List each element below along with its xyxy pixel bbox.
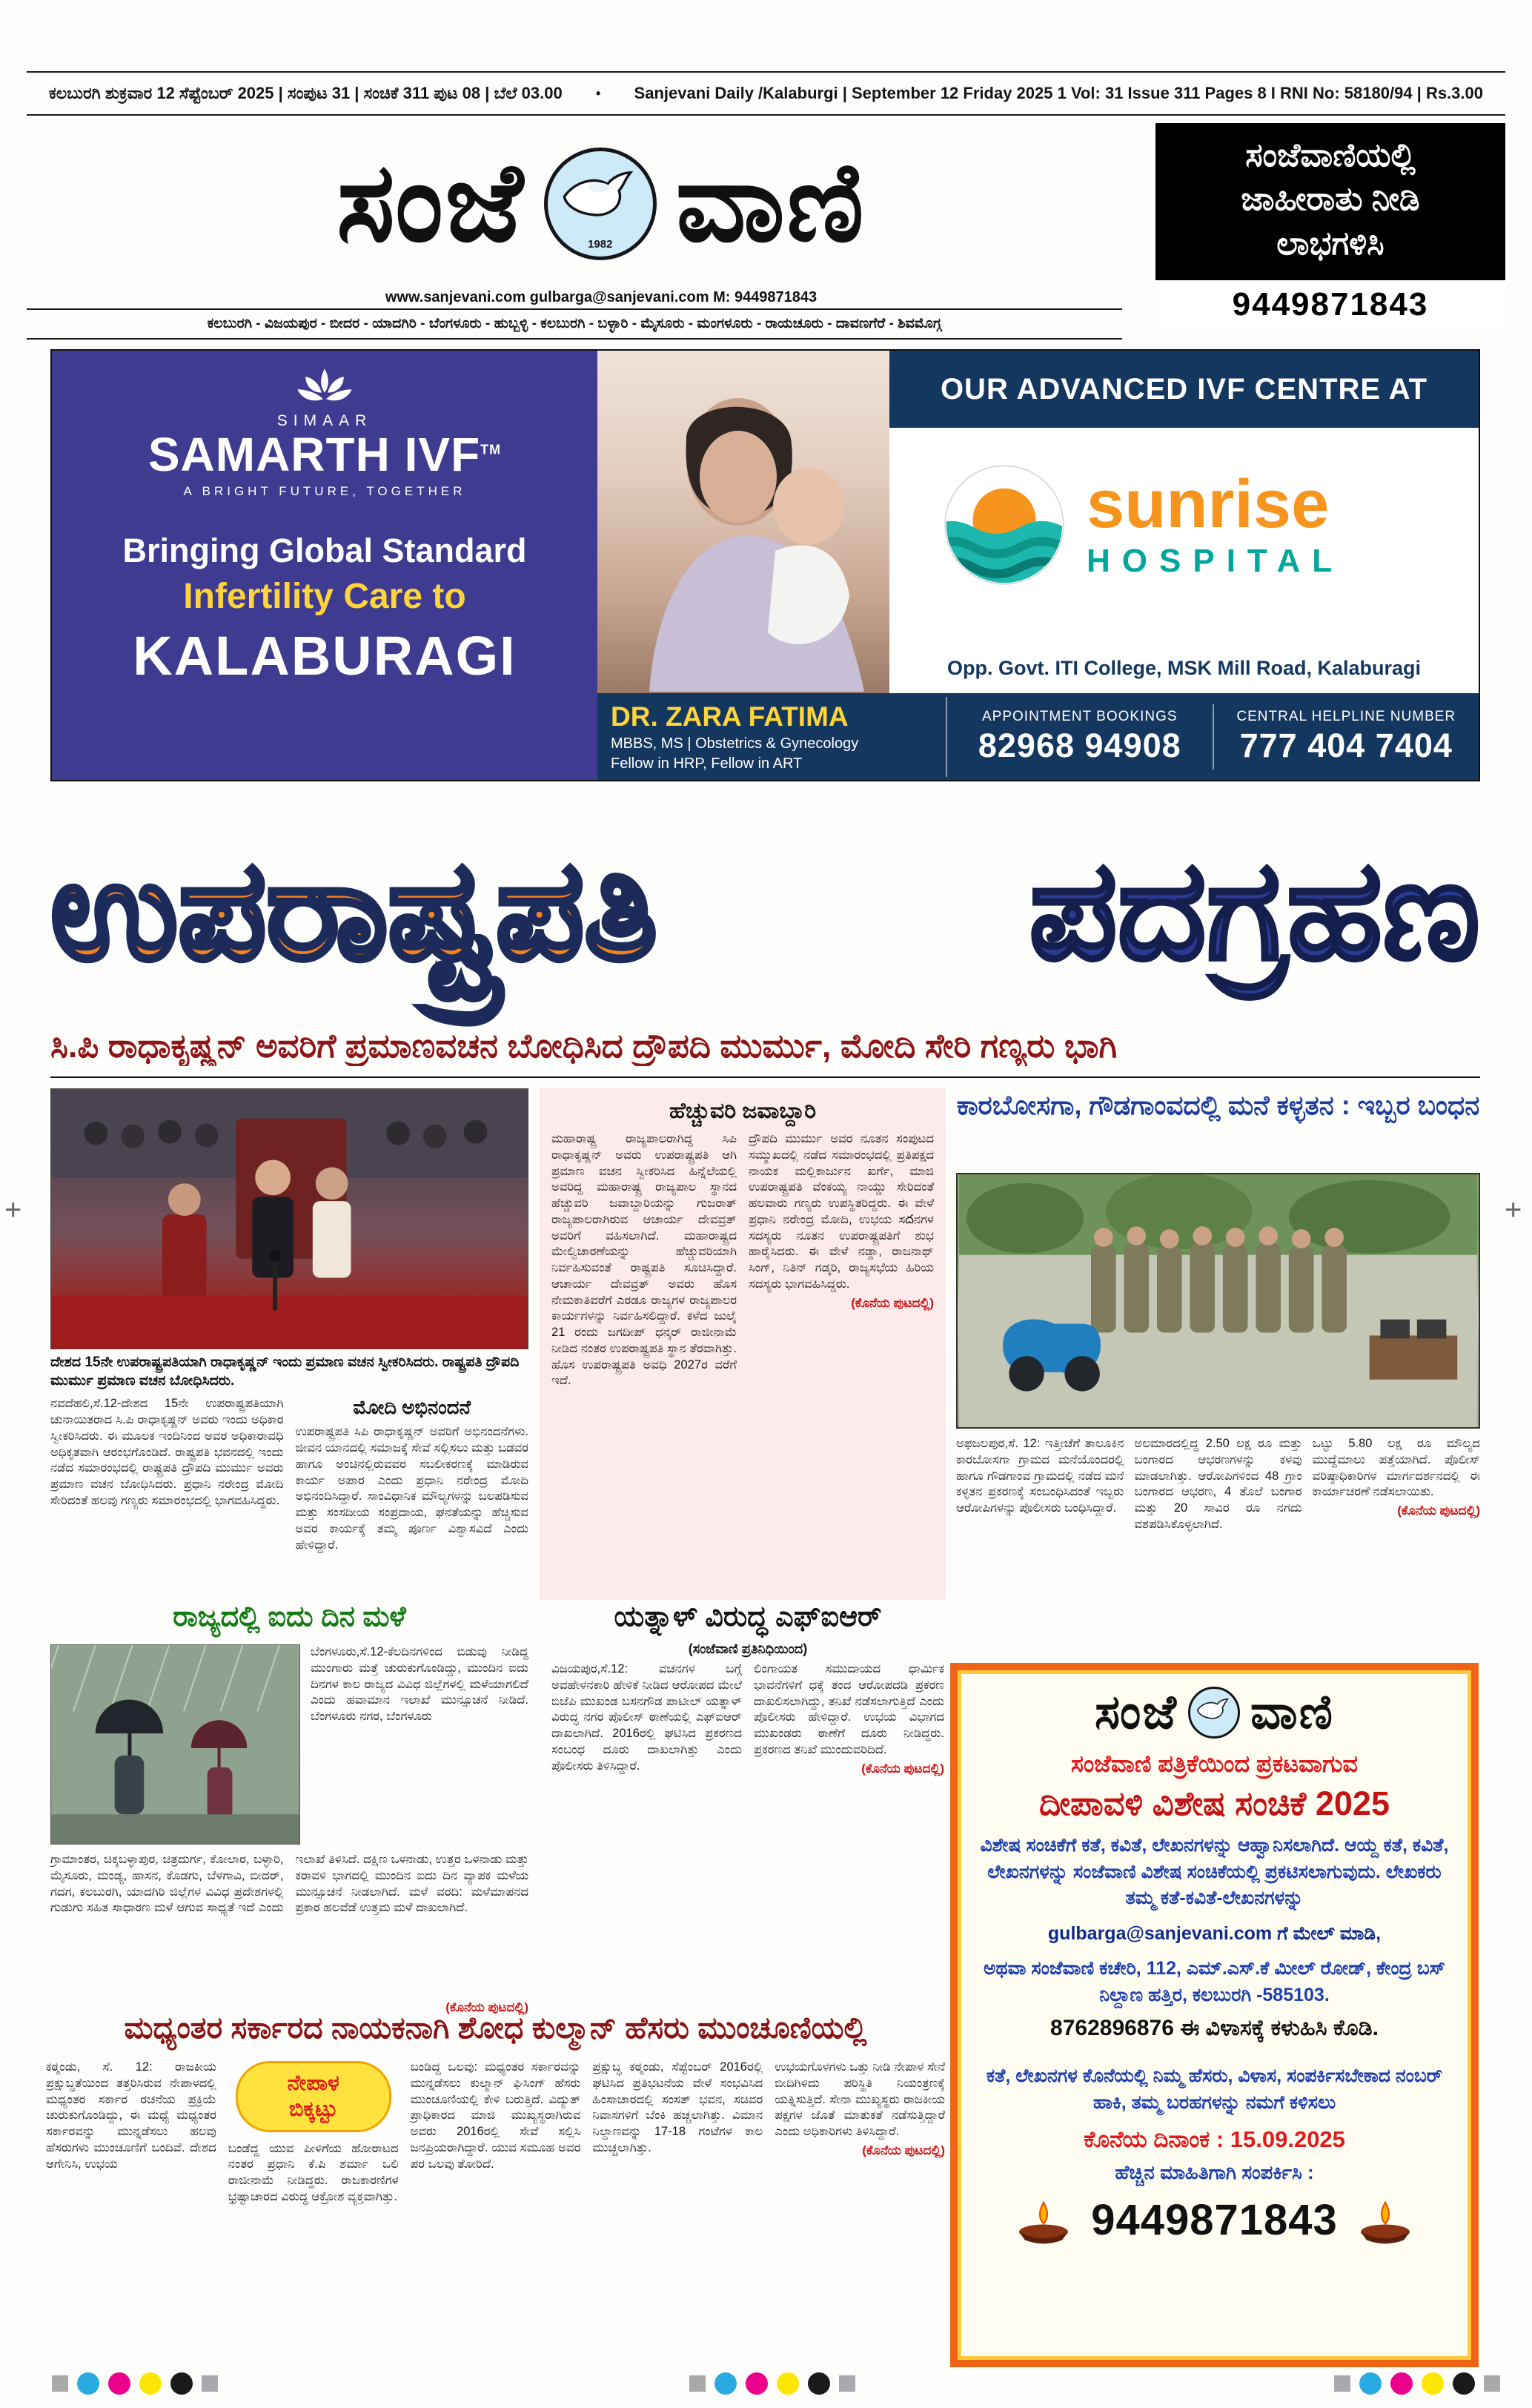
- central-helpline: [1214, 704, 1479, 770]
- advertise-with-us-box: [1155, 123, 1505, 329]
- continuation-note: (ಕೊನೆಯ ಪುಟದಲ್ಲಿ): [861, 1761, 944, 1776]
- diwali-ad-title2: ದೀಪಾವಳಿ ವಿಶೇಷ ಸಂಚಿಕೆ 2025: [1039, 1784, 1390, 1822]
- separator-dot: •: [595, 85, 601, 101]
- logo-text-right: ವಾಣಿ: [1250, 1686, 1334, 1739]
- reg-grey-square: [1334, 2375, 1350, 2392]
- lead-story-col1: ನವದೆಹಲಿ,ಸೆ.12-ದೇಶದ 15ನೇ ಉಪರಾಷ್ಟ್ರಪತಿಯಾಗಿ ಚುನಾಯಿತರಾದ ಸಿ.ಪಿ ರಾಧಾಕೃಷ್ಣನ್ ಅವರು ಇಂದು ಅಧಿಕಾರ ಸ್ವೀಕರಿಸಿದರು. ಈ ಮೂಲಕ ಇಂದಿನಿಂದ ಅವರ ಅಧಿಕಾರಾವಧಿ ಅಧಿಕೃತವಾಗಿ ಆರಂಭಗೊಂಡಿದೆ. ರಾಷ್ಟ್ರಪತಿ ಭವನದಲ್ಲಿ ಇಂದು ನಡೆದ ಸಮಾರಂಭದಲ್ಲಿ ರಾಷ್ಟ್ರಪತಿ ದ್ರೌಪದಿ ಮುರ್ಮು ಅವರು ಪ್ರಮಾಣ ವಚನ ಬೋಧಿಸಿದರು. ಪ್ರಧಾನಿ ನರೇಂದ್ರ ಮೋದಿ ಸೇರಿದಂತೆ ಹಲವು ಗಣ್ಯರು ಸಮಾರಂಭದಲ್ಲಿ ಭಾಗವಹಿಸಿದ್ದರು.: [50, 1397, 284, 1507]
- nepal-crisis-badge: [236, 2061, 391, 2132]
- reg-grey-square: [202, 2375, 218, 2392]
- sunrise-logo-icon: [941, 462, 1067, 588]
- reg-grey-square: [689, 2375, 706, 2392]
- diwali-ad-phone-row: [977, 2195, 1452, 2245]
- continuation-note: (ಕೊನೆಯ ಪುಟದಲ್ಲಿ): [862, 2143, 945, 2157]
- extra-duty-col2-wrap: [749, 1131, 934, 1547]
- reg-black-dot: [170, 2372, 193, 2395]
- lead-subheadline: ಸಿ.ಪಿ ರಾಧಾಕೃಷ್ಣನ್ ಅವರಿಗೆ ಪ್ರಮಾಣವಚನ ಬೋಧಿಸಿದ ದ್ರೌಪದಿ ಮುರ್ಮು, ಮೋದಿ ಸೇರಿ ಗಣ್ಯರು ಭಾಗಿ: [50, 1027, 1118, 1065]
- extra-duty-box: [540, 1088, 946, 1600]
- theft-col3-wrap: [1313, 1436, 1480, 1584]
- dove-icon: [557, 163, 638, 225]
- theft-col1: ಅಫಜಲಪುರ,ಸೆ. 12: ಇತ್ತೀಚೆಗೆ ತಾಲೂಕಿನ ಕಾರಬೋಸಗಾ ಗ್ರಾಮದ ಮನೆಯೊಂದರಲ್ಲಿ ಹಾಗೂ ಗೌಡಗಾಂವ ಗ್ರಾಮದಲ್ಲಿ ನಡೆದ ಮನೆ ಕಳ್ಳತನ ಪ್ರಕರಣಕ್ಕೆ ಸಂಬಂಧಿಸಿದಂತೆ ಇಬ್ಬರು ಆರೋಪಿಗಳನ್ನು ಪೊಲೀಸರು ಬಂಧಿಸಿದ್ದಾರೆ.: [956, 1437, 1124, 1515]
- brand-small: SIMAAR: [276, 412, 373, 429]
- headline-word-orange: ಉಪರಾಷ್ಟ್ರಪತಿ: [50, 834, 657, 988]
- theft-body: [956, 1436, 1480, 1584]
- appointment-booking: [947, 704, 1214, 770]
- reg-black-dot: [808, 2372, 830, 2395]
- fir-col1: ವಿಜಯಪುರ,ಸೆ.12: ವಚನಗಳ ಬಗ್ಗೆ ಅವಹೇಳನಕಾರಿ ಹೇಳಿಕೆ ನೀಡಿದ ಆರೋಪದ ಮೇಲೆ ಬಿಜೆಪಿ ಮುಖಂಡ ಬಸನಗೌಡ ಪಾಟೀಲ್ ಯತ್ನಾಳ್ ವಿರುದ್ಧ ನಗರ ಪೊಲೀಸ್ ಠಾಣೆಯಲ್ಲಿ ಎಫ್‌ಐಆರ್ ದಾಖಲಾಗಿದೆ. 2016ರಲ್ಲಿ ಘಟಿಸಿದ ಪ್ರಕರಣದ ಸಂಬಂಧ ದೂರು ದಾಖಲಾಗಿತ್ತು ಎಂದು ಪೊಲೀಸರು ತಿಳಿಸಿದ್ದಾರೆ.: [551, 1662, 742, 1773]
- brand-tm: TM: [480, 442, 502, 457]
- ad-box-line2: ಜಾಹೀರಾತು ನೀಡಿ: [1241, 181, 1420, 218]
- hospital-word: HOSPITAL: [1087, 543, 1344, 579]
- helpline-label: CENTRAL HELPLINE NUMBER: [1236, 708, 1456, 724]
- oath-ceremony-photo-shapes: [51, 1089, 528, 1349]
- rain-photo: [50, 1644, 300, 1845]
- extra-duty-col1: ಮಹಾರಾಷ್ಟ್ರ ರಾಜ್ಯಪಾಲರಾಗಿದ್ದ ಸಿಪಿ ರಾಧಾಕೃಷ್ಣನ್ ಅವರು ಉಪರಾಷ್ಟ್ರಪತಿ ಆಗಿ ಪ್ರಮಾಣ ವಚನ ಸ್ವೀಕರಿಸಿದ ಹಿನ್ನೆಲೆಯಲ್ಲಿ ಅವರಿದ್ದ ಮಹಾರಾಷ್ಟ್ರ ರಾಜ್ಯಪಾಲ ಸ್ಥಾನದ ಹೆಚ್ಚುವರಿ ಜವಾಬ್ದಾರಿಯನ್ನು ಗುಜರಾತ್ ರಾಜ್ಯಪಾಲರಾಗಿರುವ ಆಚಾರ್ಯ ದೇವವ್ರತ್ ಅವರಿಗೆ ವಹಿಸಲಾಗಿದೆ. ಮಹಾರಾಷ್ಟ್ರದ ಮೇಲ್ವಿಚಾರಣೆಯನ್ನು ಹೆಚ್ಚುವರಿಯಾಗಿ ನಿರ್ವಹಿಸುವಂತೆ ರಾಷ್ಟ್ರಪತಿ ಸೂಚಿಸಿದ್ದಾರೆ. ಆಚಾರ್ಯ ದೇವವ್ರತ್ ಅವರು ಹೊಸ ನೇಮಕಾತಿವರೆಗೆ ಎರಡೂ ರಾಜ್ಯಗಳ ರಾಜ್ಯಪಾಲರ ಕಾರ್ಯಗಳನ್ನು ನಿರ್ವಹಿಸಲಿದ್ದಾರೆ. ಕಳೆದ ಜುಲೈ 21 ರಂದು ಜಗದೀಪ್ ಧನ್ಕರ್ ರಾಜೀನಾಮೆ ನೀಡಿದ ನಂತರ ಉಪರಾಷ್ಟ್ರಪತಿ ಸ್ಥಾನ ತೆರವಾಗಿತ್ತು. ಹೊಸ ಉಪರಾಷ್ಟ್ರಪತಿ ಅವಧಿ 2027ರ ವರೆಗೆ ಇದೆ.: [551, 1132, 737, 1388]
- police-arrest-photo-shapes: [958, 1174, 1479, 1427]
- brand-tagline: A BRIGHT FUTURE, TOGETHER: [183, 484, 466, 499]
- fir-body: [551, 1661, 944, 1958]
- extra-duty-col2: ದ್ರೌಪದಿ ಮುರ್ಮು ಅವರ ನೂತನ ಸಂಪುಟದ ಸಮ್ಮುಖದಲ್ಲಿ ನಡೆದ ಸಮಾರಂಭದಲ್ಲಿ ಪ್ರತಿಪಕ್ಷದ ನಾಯಕ ಮಲ್ಲಿಕಾರ್ಜುನ ಖರ್ಗೆ, ಮಾಜಿ ಉಪರಾಷ್ಟ್ರಪತಿ ವೆಂಕಯ್ಯ ನಾಯ್ಡು ಸೇರಿದಂತೆ ಹಲವಾರು ಗಣ್ಯರು ಉಪಸ್ಥಿತರಿದ್ದರು. ಈ ವೇಳೆ ಪ್ರಧಾನಿ ನರೇಂದ್ರ ಮೋದಿ, ಉಭಯ ಸదನಗಳ ಸದಸ್ಯರು ನೂತನ ಉಪರಾಷ್ಟ್ರಪತಿಗೆ ಶುಭ ಹಾರೈಸಿದರು. ಈ ವೇಳೆ ನಡ್ಡಾ, ರಾಜನಾಥ್ ಸಿಂಗ್, ನಿತಿನ್ ಗಡ್ಕರಿ, ರಾಜ್ಯಸಭೆಯ ಹಿರಿಯ ಸದಸ್ಯರು ಭಾಗವಹಿಸಿದ್ದರು.: [749, 1132, 934, 1291]
- lead-story-col2: [296, 1396, 529, 1583]
- reg-black-dot: [1453, 2372, 1475, 2395]
- diwali-ad-email: gulbarga@sanjevani.com ಗೆ ಮೇಲ್ ಮಾಡಿ,: [1047, 1922, 1382, 1944]
- nepal-col5: ಉಭಯಗೊಳಗಳು ಒತ್ತು ನೀಡಿ ನೇಪಾಳ ಸೇನೆ ಬೀದಿಗಿಳಿದು ಪರಿಸ್ಥಿತಿ ನಿಯಂತ್ರಣಕ್ಕೆ ಯತ್ನಿಸುತ್ತಿದೆ. ಸೇನಾ ಮುಖ್ಯಸ್ಥರು ರಾಜಕೀಯ ಪಕ್ಷಗಳ ಜೊತೆ ಮಾತುಕತೆ ನಡೆಸುತ್ತಿದ್ದಾರೆ ಎಂದು ಅಧಿಕಾರಿಗಳು ತಿಳಿಸಿದ್ದಾರೆ.: [775, 2060, 945, 2139]
- sunrise-logo-row: [941, 462, 1344, 588]
- photo-caption: ದೇಶದ 15ನೇ ಉಪರಾಷ್ಟ್ರಪತಿಯಾಗಿ ರಾಧಾಕೃಷ್ಣನ್ ಇಂದು ಪ್ರಮಾಣ ವಚನ ಸ್ವೀಕರಿಸಿದರು. ರಾಷ್ಟ್ರಪತಿ ದ್ರೌಪದಿ ಮುರ್ಮು ಪ್ರಮಾಣ ವಚನ ಬೋಧಿಸಿದರು.: [50, 1354, 520, 1389]
- theft-col3: ಒಟ್ಟು 5.80 ಲಕ್ಷ ರೂ ಮೌಲ್ಯದ ಮುದ್ದೆಮಾಲು ಪತ್ತೆಯಾಗಿದೆ. ಪೊಲೀಸ್ ವರಿಷ್ಠಾಧಿಕಾರಿಗಳ ಮಾರ್ಗದರ್ಶನದಲ್ಲಿ ಈ ಕಾರ್ಯಾಚರಣೆ ನಡೆಸಲಾಯಿತು.: [1312, 1437, 1480, 1499]
- masthead-contact-line: www.sanjevani.com gulbarga@sanjevani.com M: 9449871843: [385, 289, 818, 305]
- theft-headline: ಕಾರಬೋಸಗಾ, ಗೌಡಗಾಂವದಲ್ಲಿ ಮನೆ ಕಳ್ಳತನ : ಇಬ್ಬರ ಬಂಧನ: [956, 1090, 1480, 1120]
- samarth-ivf-panel: [52, 351, 597, 780]
- registration-marks-right: [1334, 2372, 1500, 2395]
- fir-byline: (ಸಂಜೆವಾಣಿ ಪ್ರತಿನಿಧಿಯಿಂದ): [688, 1641, 808, 1656]
- lotus-icon: [293, 367, 357, 406]
- doctor-qualifications: MBBS, MS | Obstetrics & Gynecology: [611, 735, 859, 752]
- nepal-col1: ಕಠ್ಮಂಡು, ಸೆ. 12: ರಾಜಕೀಯ ಪ್ರಕ್ಷುಬ್ಧತೆಯಿಂದ ತತ್ತರಿಸಿರುವ ನೇಪಾಳದಲ್ಲಿ ಮಧ್ಯಂತರ ಸರ್ಕಾರ ರಚನೆಯ ಪ್ರಕ್ರಿಯೆ ಚುರುಕುಗೊಂಡಿದ್ದು, ಈ ಮಧ್ಯೆ ಮಧ್ಯಂತರ ಸರ್ಕಾರವನ್ನು ಮುನ್ನಡೆಸಲು ಹಲವು ಹೆಸರುಗಳು ಮುಂಚೂಣಿಗೆ ಬಂದಿವೆ. ದೇಶದ ಆಗೇನಿಸಿ, ಉಭಯ: [46, 2060, 216, 2171]
- doctor-fellowships: Fellow in HRP, Fellow in ART: [611, 755, 803, 772]
- registration-marks-center: [689, 2372, 855, 2395]
- edition-cities-strip: ಕಲಬುರಗಿ - ವಿಜಯಪುರ - ಬೀದರ - ಯಾದಗಿರಿ - ಬೆಂಗಳೂರು - ಹುಬ್ಬಳ್ಳಿ - ಕಲಬುರಗಿ - ಬಳ್ಳಾರಿ - ಮೈಸೂರು - ಮಂಗಳೂರು - ರಾಯಚೂರು - ದಾವಣಗೆರೆ - ಶಿವಮೊಗ್ಗ: [27, 308, 1122, 340]
- reg-grey-square: [1484, 2375, 1500, 2392]
- dove-logo-icon: [544, 148, 657, 260]
- registration-marks-left: [52, 2372, 218, 2395]
- diwali-ad-deadline: ಕೊನೆಯ ದಿನಾಂಕ : 15.09.2025: [1084, 2126, 1345, 2152]
- rain-headline: ರಾಜ್ಯದಲ್ಲಿ ಐದು ದಿನ ಮಳೆ: [173, 1601, 406, 1633]
- modi-congrats-subhead: ಮೋದಿ ಅಭಿನಂದನೆ: [353, 1396, 471, 1419]
- ivf-doctor-bar: [597, 693, 1479, 780]
- headline-word-blue: ಪದಗ್ರಹಣ: [1029, 834, 1480, 988]
- story-row-1: [50, 1088, 1480, 1600]
- helpline-phone: 777 404 7404: [1239, 726, 1453, 764]
- newspaper-logo: [123, 122, 1079, 286]
- mother-baby-photo: [597, 351, 889, 693]
- fir-headline: ಯತ್ನಾಳ್ ವಿರುದ್ಧ ಎಫ್‌ಐಆರ್: [614, 1601, 882, 1633]
- rain-top: [50, 1644, 528, 1845]
- diwali-ad-phone-big: 9449871843: [1091, 2196, 1338, 2244]
- rain-story: [50, 1601, 528, 2014]
- extra-duty-body: [551, 1131, 934, 1547]
- diwali-ad-title1: ಸಂಜೆವಾಣಿ ಪತ್ರಿಕೆಯಿಂದ ಪ್ರಕಟವಾಗುವ: [1070, 1750, 1359, 1777]
- theft-story: [956, 1088, 1480, 1600]
- theft-col2: ಅಲಮಾರದಲ್ಲಿದ್ದ 2.50 ಲಕ್ಷ ರೂ ಮತ್ತು ಬಂಗಾರದ ಆಭರಣಗಳನ್ನು ಕಳವು ಮಾಡಲಾಗಿತ್ತು. ಆರೋಪಿಗಳಿಂದ 48 ಗ್ರಾಂ ಬಂಗಾರದ ಆಭರಣ, 4 ತೊಲೆ ಬಂಗಾರ ಮತ್ತು 20 ಸಾವಿರ ರೂ ನಗದು ವಶಪಡಿಸಿಕೊಳ್ಳಲಾಗಿದೆ.: [1134, 1437, 1302, 1531]
- mother-baby-photo-shapes: [597, 351, 889, 693]
- diwali-ad-body2: ಅಥವಾ ಸಂಜೆವಾಣಿ ಕಚೇರಿ, 112, ಎಮ್.ಎಸ್.ಕೆ ಮೀಲ್ ರೋಡ್, ಕೇಂದ್ರ ಬಸ್ ನಿಲ್ದಾಣ ಹತ್ತಿರ, ಕಲಬುರಗಿ -585103.: [983, 1958, 1446, 2005]
- diwali-special-ad: [950, 1663, 1479, 2367]
- nepal-col2: ಬಂಡೆದ್ದ ಯುವ ಪೀಳಿಗೆಯ ಹೋರಾಟದ ನಂತರ ಪ್ರಧಾನಿ ಕೆ.ಪಿ ಶರ್ಮಾ ಒಲಿ ರಾಜೀನಾಮೆ ನೀಡಿದ್ದರು. ರಾಜಕಾರಣಿಗಳ ಭ್ರಷ್ಟಾಚಾರದ ವಿರುದ್ಧ ಆಕ್ರೋಶ ವ್ಯಕ್ತವಾಗಿತ್ತು.: [228, 2141, 399, 2203]
- hospital-name: sunrise: [1087, 466, 1330, 542]
- lead-story-body: [50, 1396, 528, 1583]
- extra-duty-title: ಹೆಚ್ಚುವರಿ ಜವಾಬ್ದಾರಿ: [669, 1099, 817, 1123]
- reg-grey-square: [839, 2375, 855, 2392]
- nepal-body: [46, 2060, 945, 2344]
- nepal-col2-wrap: [228, 2060, 399, 2344]
- fir-col2: ಲಿಂಗಾಯತ ಸಮುದಾಯದ ಧಾರ್ಮಿಕ ಭಾವನೆಗಳಿಗೆ ಧಕ್ಕೆ ತಂದ ಆರೋಪದಡಿ ಪ್ರಕರಣ ದಾಖಲಿಸಲಾಗಿದ್ದು, ತನಿಖೆ ನಡೆಸಲಾಗುತ್ತಿದೆ ಎಂದು ಪೊಲೀಸರು ಹೇಳಿದ್ದಾರೆ. ಉಭಯ ವಿಭಾಗದ ಮುಖಂಡರು ಠಾಣೆಗೆ ದೂರು ನೀಡಿದ್ದರು. ಪ್ರಕರಣದ ತನಿಖೆ ಮುಂದುವರಿದಿದೆ.: [754, 1662, 944, 1756]
- diwali-ad-body3: ಕತೆ, ಲೇಖನಗಳ ಕೊನೆಯಲ್ಲಿ ನಿಮ್ಮ ಹೆಸರು, ವಿಳಾಸ, ಸಂಪರ್ಕಿಸಬೇಕಾದ ನಂಬರ್ ಹಾಕಿ, ತಮ್ಮ ಬರಹಗಳನ್ನು ನಮಗೆ ಕಳಿಸಲು: [986, 2065, 1443, 2113]
- fir-col2-wrap: [754, 1661, 944, 1958]
- fir-story: [551, 1601, 944, 2008]
- logo-text-right: ವಾಣಿ: [675, 143, 866, 265]
- edition-info-kannada: ಕಲಬುರಗಿ ಶುಕ್ರವಾರ 12 ಸೆಪ್ಟೆಂಬರ್ 2025 | ಸಂಪುಟ 31 | ಸಂಚಿಕೆ 311 ಪುಟ 08 | ಬೆಲೆ 03.00: [49, 84, 563, 102]
- modi-congrats-text: ಉಪರಾಷ್ಟ್ರಪತಿ ಸಿಪಿ ರಾಧಾಕೃಷ್ಣನ್ ಅವರಿಗೆ ಅಭಿನಂದನೆಗಳು. ಜೀವನ ಯಾನದಲ್ಲಿ ಸಮಾಜಕ್ಕೆ ಸೇವೆ ಸಲ್ಲಿಸಲು ಮತ್ತು ಬಡವರ ಹಾಗೂ ಅಂಚಿನಲ್ಲಿರುವವರ ಸಬಲೀಕರಣಕ್ಕೆ ಮಾಡಿರುವ ಕಾರ್ಯ ಅಪಾರ ಎಂದು ಪ್ರಧಾನಿ ನರೇಂದ್ರ ಮೋದಿ ಅಭಿನಂದಿಸಿದ್ದಾರೆ. ಸಾಂವಿಧಾನಿಕ ಮೌಲ್ಯಗಳನ್ನು ಬಲಪಡಿಸುವ ಮತ್ತು ಸಂಸದೀಯ ಸಂಪ್ರದಾಯ, ಘನತೆಯನ್ನು ಹೆಚ್ಚಿಸುವ ಅವರ ಕಾರ್ಯಕ್ಕೆ ತಮ್ಮ ಪೂರ್ಣ ವಿಶ್ವಾಸವಿದೆ ಎಂದು ಹೇಳಿದ್ದಾರೆ.: [295, 1425, 528, 1552]
- edition-info-english: Sanjevani Daily /Kalaburgi | September 12 Friday 2025 1 Vol: 31 Issue 311 Pages 8 I RNI No: 58180/94 | Rs.3.00: [634, 84, 1483, 102]
- rain-body: ಗ್ರಾಮಾಂತರ, ಚಿಕ್ಕಬಳ್ಳಾಪುರ, ಚಿತ್ರದುರ್ಗ, ಕೋಲಾರ, ಬಳ್ಳಾರಿ, ಮೈಸೂರು, ಮಂಡ್ಯ, ಹಾಸನ, ಕೊಡಗು, ಬೆಳಗಾವಿ, ಬೀದರ್, ಗದಗ, ಕಲಬುರಗಿ, ಯಾದಗಿರಿ ಜಿಲ್ಲೆಗಳ ವಿವಿಧ ಪ್ರದೇಶಗಳಲ್ಲಿ ಗುಡುಗು ಸಹಿತ ಸಾಧಾರಣ ಮಳೆ ಆಗುವ ಸಾಧ್ಯತೆ ಇದೆ ಎಂದು ಇಲಾಖೆ ತಿಳಿಸಿದೆ. ದಕ್ಷಿಣ ಒಳನಾಡು, ಉತ್ತರ ಒಳನಾಡು ಮತ್ತು ಕರಾವಳಿ ಭಾಗದಲ್ಲಿ ಮುಂದಿನ ಐದು ದಿನ ವ್ಯಾಪಕ ಮಳೆಯ ಮುನ್ಸೂಚನೆ ನೀಡಲಾಗಿದೆ. ಮಳೆ ವರದಿ: ಮಳೆಮಾಪನದ ಪ್ರಕಾರ ಹಲವೆಡೆ ಉತ್ತಮ ಮಳೆ ದಾಖಲಾಗಿದೆ.: [50, 1853, 528, 1915]
- brand-name: [52, 430, 597, 480]
- nepal-col4: ಪ್ರಕ್ಷುಬ್ಧ ಕಠ್ಮಂಡು, ಸೆಪ್ಟೆಂಬರ್ 2016ರಲ್ಲಿ ಘಟಿಸಿದ ಪ್ರತಿಭಟನೆಯ ವೇಳೆ ಸಂಭವಿಸಿದ ಹಿಂಸಾಚಾರದಲ್ಲಿ ಸಂಸತ್ ಭವನ, ಸಚಿವರ ನಿವಾಸಗಳಿಗೆ ಬೆಂಕಿ ಹಚ್ಚಲಾಗಿತ್ತು. ವಿಮಾನ ನಿಲ್ದಾಣವನ್ನು 17-18 ಗಂಟೆಗಳ ಕಾಲ ಮುಚ್ಚಲಾಗಿತ್ತು.: [592, 2060, 763, 2154]
- ad-line2: Infertility Care to: [183, 577, 466, 617]
- sunrise-hospital-panel: [889, 428, 1479, 693]
- hospital-address: Opp. Govt. ITI College, MSK Mill Road, Kalaburagi: [946, 657, 1422, 679]
- ivf-centre-header: OUR ADVANCED IVF CENTRE AT: [889, 351, 1479, 428]
- nepal-headline: ಮಧ್ಯಂತರ ಸರ್ಕಾರದ ನಾಯಕನಾಗಿ ಶೋಧ ಕುಲ್ಮಾನ್ ಹೆಸರು ಮುಂಚೂಣಿಯಲ್ಲಿ: [124, 2011, 867, 2045]
- brand-name-text: SAMARTH IVF: [147, 428, 481, 481]
- crop-mark-right: +: [1505, 1194, 1522, 1226]
- oath-ceremony-photo: [50, 1088, 528, 1349]
- ad-box-phone: 9449871843: [1155, 280, 1505, 329]
- diya-lamp-icon: [1351, 2196, 1419, 2245]
- dove-icon: [1194, 1695, 1231, 1723]
- nepal-story: [46, 2011, 945, 2353]
- diwali-ad-body1: ವಿಶೇಷ ಸಂಚಿಕೆಗೆ ಕತೆ, ಕವಿತೆ, ಲೇಖನಗಳನ್ನು ಆಹ್ವಾನಿಸಲಾಗಿದೆ. ಆಯ್ದ ಕತೆ, ಕವಿತೆ, ಲೇಖನಗಳನ್ನು ಸಂಜೆವಾಣಿ ವಿಶೇಷ ಸಂಚಿಕೆಯಲ್ಲಿ ಪ್ರಕಟಿಸಲಾಗುವುದು. ಲೇಖಕರು ತಮ್ಮ ಕತೆ-ಕವಿತೆ-ಲೇಖನಗಳನ್ನು: [980, 1835, 1449, 1908]
- continuation-note: (ಕೊನೆಯ ಪುಟದಲ್ಲಿ): [445, 2000, 528, 2014]
- sunrise-wordmark: [1087, 466, 1344, 580]
- badge-line1: ನೇಪಾಳ: [287, 2071, 339, 2095]
- rain-intro: ಬೆಂಗಳೂರು,ಸೆ.12-ಕೆಲದಿನಗಳಿಂದ ಬಿಡುವು ನೀಡಿದ್ದ ಮುಂಗಾರು ಮತ್ತೆ ಚುರುಕುಗೊಂಡಿದ್ದು, ಮುಂದಿನ ಐದು ದಿನಗಳ ಕಾಲ ರಾಜ್ಯದ ವಿವಿಧ ಜಿಲ್ಲೆಗಳಲ್ಲಿ ಮಳೆಯಾಗಲಿದೆ ಎಂದು ಹವಾಮಾನ ಇಲಾಖೆ ಮುನ್ಸೂಚನೆ ನೀಡಿದೆ. ಬೆಂಗಳೂರು ನಗರ, ಬೆಂಗಳೂರು: [311, 1645, 528, 1724]
- reg-cyan-dot: [1359, 2372, 1382, 2395]
- reg-yellow-dot: [1422, 2372, 1444, 2395]
- continuation-note: (ಕೊನೆಯ ಪುಟದಲ್ಲಿ): [1397, 1504, 1480, 1518]
- logo-text-left: ಸಂಜೆ: [336, 143, 525, 265]
- reg-cyan-dot: [714, 2372, 737, 2395]
- reg-grey-square: [52, 2375, 68, 2392]
- diwali-ad-logo: [977, 1687, 1452, 1739]
- reg-yellow-dot: [139, 2372, 162, 2395]
- diwali-ad-more-label: ಹೆಚ್ಚಿನ ಮಾಹಿತಿಗಾಗಿ ಸಂಪರ್ಕಿಸಿ :: [1115, 2161, 1314, 2183]
- reg-magenta-dot: [108, 2372, 130, 2395]
- lead-story: [50, 1088, 528, 1600]
- reg-magenta-dot: [1390, 2372, 1413, 2395]
- diya-lamp-icon: [1009, 2196, 1078, 2245]
- masthead: [27, 117, 1505, 340]
- reg-yellow-dot: [777, 2372, 799, 2395]
- doctor-info: [597, 697, 947, 777]
- ad-box-line1: ಸಂಜೆವಾಣಿಯಲ್ಲಿ: [1245, 137, 1416, 173]
- lead-headline: [50, 799, 1480, 1023]
- top-info-bar: [27, 71, 1505, 116]
- logo-year: 1982: [588, 238, 613, 251]
- booking-phone: 82968 94908: [978, 726, 1181, 764]
- ad-box-line3: ಲಾಭಗಳಿಸಿ: [1276, 225, 1385, 262]
- badge-line2: ಬಿಕ್ಕಟ್ಟು: [288, 2097, 338, 2121]
- logo-text-left: ಸಂಜೆ: [1095, 1686, 1178, 1739]
- ad-line1: Bringing Global Standard: [122, 532, 527, 570]
- divider-rule: [50, 1076, 1480, 1078]
- ad-line3: KALABURAGI: [133, 625, 517, 687]
- ivf-hospital-ad: [50, 349, 1480, 781]
- nepal-col5-wrap: [775, 2060, 945, 2344]
- reg-magenta-dot: [746, 2372, 768, 2395]
- rain-photo-shapes: [51, 1645, 299, 1844]
- nepal-col3: ಬಂಡಿದ್ದ ಒಲವು: ಮಧ್ಯಂತರ ಸರ್ಕಾರವನ್ನು ಮುನ್ನಡೆಸಲು ಕುಲ್ಮಾನ್ ಘಿಸಿಂಗ್ ಹೆಸರು ಮುಂಚೂಣಿಯಲ್ಲಿ ಕೇಳಿ ಬರುತ್ತಿದೆ. ವಿದ್ಯುತ್ ಪ್ರಾಧಿಕಾರದ ಮಾಜಿ ಮುಖ್ಯಸ್ಥರಾಗಿರುವ ಅವರು 2016ರಲ್ಲಿ ಸೇವೆ ಸಲ್ಲಿಸಿ ಜನಪ್ರಿಯರಾಗಿದ್ದಾರೆ. ಯುವ ಸಮೂಹ ಅವರ ಪರ ಒಲವು ತೋರಿದೆ.: [410, 2060, 581, 2171]
- continuation-note: (ಕೊನೆಯ ಪುಟದಲ್ಲಿ): [851, 1295, 934, 1310]
- dove-logo-icon: [1188, 1687, 1240, 1739]
- reg-cyan-dot: [77, 2372, 99, 2395]
- crop-mark-left: +: [4, 1194, 22, 1226]
- diwali-ad-phone-mid: 8762896876 ಈ ವಿಳಾಸಕ್ಕೆ ಕಳುಹಿಸಿ ಕೊಡಿ.: [1050, 2016, 1379, 2040]
- booking-label: APPOINTMENT BOOKINGS: [982, 708, 1178, 724]
- doctor-name: DR. ZARA FATIMA: [611, 701, 849, 732]
- police-arrest-photo: [956, 1173, 1480, 1429]
